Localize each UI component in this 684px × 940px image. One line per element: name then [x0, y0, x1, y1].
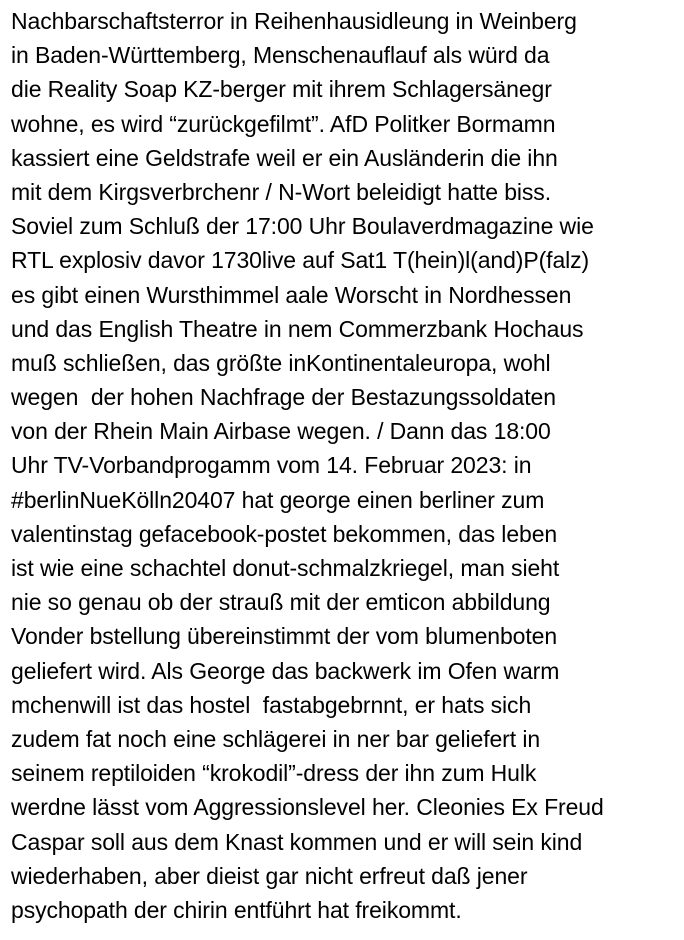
text-line: kassiert eine Geldstrafe weil er ein Ausländerin die ihn: [11, 144, 558, 171]
text-line: Vonder bstellung übereinstimmt der vom blumenboten: [11, 623, 558, 650]
text-line: die Reality Soap KZ-berger mit ihrem Schlagersänegr: [11, 76, 552, 103]
text-line: Uhr TV-Vorbandprogamm vom 14. Februar 2023: in: [11, 452, 532, 479]
text-line: RTL explosiv davor 1730live auf Sat1 T(hein)l(and)P(falz): [11, 247, 590, 274]
text-line: Nachbarschaftsterror in Reihenhausidleung in Weinberg: [11, 8, 577, 34]
body-text: [11, 4, 681, 927]
text-line: mchenwill ist das hostel fastabgebrnnt, er hats sich: [11, 691, 532, 718]
text-line: Soviel zum Schluß der 17:00 Uhr Boulaverdmagazine wie: [11, 213, 594, 240]
text-line: valentinstag gefacebook-postet bekommen, das leben: [11, 520, 558, 547]
text-line: und das English Theatre in nem Commerzbank Hochaus: [11, 315, 584, 342]
text-line: #berlinNueKölln20407 hat george einen berliner zum: [11, 486, 545, 513]
text-line: ist wie eine schachtel donut-schmalzkriegel, man sieht: [11, 555, 560, 581]
text-line: muß schließen, das größte inKontinentaleuropa, wohl: [11, 349, 551, 376]
text-line: es gibt einen Wursthimmel aale Worscht in Nordhessen: [11, 281, 572, 308]
text-line: Caspar soll aus dem Knast kommen und er will sein kind: [11, 828, 583, 855]
text-line: in Baden-Württemberg, Menschenauflauf als würd da: [11, 42, 550, 69]
text-line: von der Rhein Main Airbase wegen. / Dann das 18:00: [11, 418, 551, 445]
text-line: werdne lässt vom Aggressionslevel her. Cleonies Ex Freud: [11, 794, 604, 821]
text-line: psychopath der chirin entführt hat freikommt.: [11, 896, 462, 923]
text-line: zudem fat noch eine schlägerei in ner bar geliefert in: [11, 725, 541, 752]
text-line: wegen der hohen Nachfrage der Bestazungssoldaten: [11, 384, 556, 411]
text-line: nie so genau ob der strauß mit der emticon abbildung: [11, 589, 551, 616]
text-line: seinem reptiloiden “krokodil”-dress der ihn zum Hulk: [11, 760, 537, 787]
text-line: geliefert wird. Als George das backwerk im Ofen warm: [11, 657, 560, 684]
text-line: wohne, es wird “zurückgefilmt”. AfD Politker Bormamn: [11, 110, 556, 137]
text-line: wiederhaben, aber dieist gar nicht erfreut daß jener: [11, 862, 528, 889]
text-line: mit dem Kirgsverbrchenr / N-Wort beleidigt hatte biss.: [11, 178, 551, 205]
